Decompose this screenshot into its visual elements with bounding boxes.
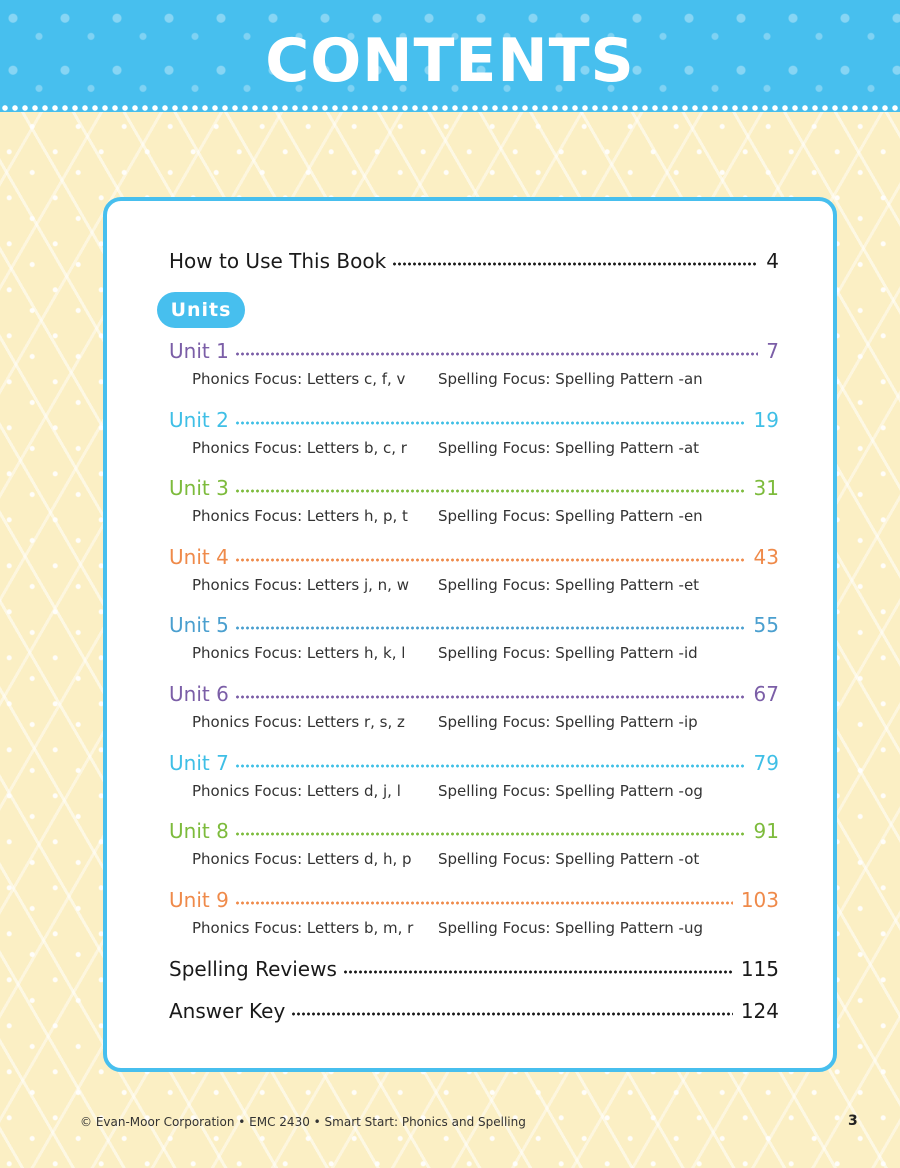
unit-label: Unit 3 — [169, 476, 229, 501]
toc-entry-unit-7[interactable] — [169, 751, 779, 781]
unit-page: 19 — [753, 407, 779, 432]
spelling-focus: Spelling Focus: Spelling Pattern -ug — [438, 918, 703, 937]
phonics-focus: Phonics Focus: Letters d, h, p — [192, 850, 412, 869]
unit-page: 55 — [753, 613, 779, 638]
toc-entry-page: 4 — [766, 249, 779, 273]
toc-entry-unit-9[interactable] — [169, 888, 779, 918]
toc-entry-unit-2[interactable] — [169, 408, 779, 438]
toc-entry-how-to-use[interactable] — [169, 249, 779, 279]
phonics-focus: Phonics Focus: Letters d, j, l — [192, 781, 401, 800]
toc-entry-unit-3[interactable] — [169, 476, 779, 506]
unit-label: Unit 9 — [169, 887, 229, 912]
unit-focus-line — [192, 644, 698, 663]
unit-label: Unit 5 — [169, 613, 229, 638]
page-number: 3 — [848, 1113, 858, 1129]
unit-focus-line — [192, 438, 700, 457]
unit-focus-line — [192, 507, 703, 526]
toc-entry-answer-key[interactable] — [169, 999, 779, 1029]
toc-entry-unit-4[interactable] — [169, 545, 779, 575]
toc-entry-unit-1[interactable] — [169, 339, 779, 369]
spelling-focus: Spelling Focus: Spelling Pattern -ot — [438, 850, 700, 869]
dot-leader — [235, 421, 746, 425]
unit-label: Unit 8 — [169, 819, 229, 844]
toc-entry-label: How to Use This Book — [169, 249, 387, 273]
spelling-focus: Spelling Focus: Spelling Pattern -at — [438, 438, 700, 457]
dot-leader — [235, 832, 746, 836]
contents-panel — [103, 197, 837, 1072]
footer-credit: © Evan-Moor Corporation • EMC 2430 • Smart Start: Phonics and Spelling — [80, 1115, 526, 1129]
phonics-focus: Phonics Focus: Letters h, p, t — [192, 507, 408, 526]
spelling-focus: Spelling Focus: Spelling Pattern -ip — [438, 713, 698, 731]
phonics-focus: Phonics Focus: Letters h, k, l — [192, 644, 406, 663]
unit-focus-line — [192, 370, 703, 388]
unit-page: 31 — [753, 476, 779, 501]
toc-entry-label: Answer Key — [169, 999, 286, 1023]
dot-leader — [235, 626, 746, 630]
dot-leader — [291, 1012, 733, 1016]
toc-entry-page: 124 — [740, 999, 779, 1023]
unit-page: 91 — [753, 819, 779, 844]
unit-page: 7 — [766, 339, 779, 363]
dot-leader — [343, 970, 733, 974]
toc-entry-page: 115 — [740, 957, 779, 981]
spelling-focus: Spelling Focus: Spelling Pattern -en — [438, 507, 703, 526]
phonics-focus: Phonics Focus: Letters b, c, r — [192, 438, 407, 457]
toc-entry-unit-5[interactable] — [169, 613, 779, 643]
dot-leader — [235, 558, 746, 562]
unit-focus-line — [192, 781, 703, 800]
page-title: CONTENTS — [265, 26, 635, 96]
unit-label: Unit 4 — [169, 544, 229, 569]
dot-leader — [392, 262, 758, 266]
header-dotted-border — [0, 104, 900, 112]
unit-focus-line — [192, 918, 703, 937]
phonics-focus: Phonics Focus: Letters b, m, r — [192, 918, 414, 937]
spelling-focus: Spelling Focus: Spelling Pattern -id — [438, 644, 698, 663]
unit-label: Unit 2 — [169, 407, 229, 432]
phonics-focus: Phonics Focus: Letters j, n, w — [192, 575, 409, 594]
unit-label: Unit 1 — [169, 339, 229, 363]
header-banner — [0, 0, 900, 112]
unit-page: 43 — [753, 544, 779, 569]
unit-label: Unit 6 — [169, 682, 229, 706]
toc-entry-unit-6[interactable] — [169, 682, 779, 712]
unit-page: 103 — [740, 887, 779, 912]
dot-leader — [235, 489, 746, 493]
spelling-focus: Spelling Focus: Spelling Pattern -og — [438, 781, 703, 800]
dot-leader — [235, 695, 746, 699]
toc-entry-unit-8[interactable] — [169, 819, 779, 849]
spelling-focus: Spelling Focus: Spelling Pattern -an — [438, 370, 703, 388]
unit-label: Unit 7 — [169, 750, 229, 775]
dot-leader — [235, 352, 758, 356]
unit-page: 79 — [753, 750, 779, 775]
dot-leader — [235, 901, 733, 905]
unit-focus-line — [192, 575, 700, 594]
unit-focus-line — [192, 850, 700, 869]
phonics-focus: Phonics Focus: Letters r, s, z — [192, 713, 405, 731]
units-heading-badge: Units — [157, 292, 245, 328]
unit-focus-line — [192, 713, 698, 731]
toc-entry-spelling-reviews[interactable] — [169, 957, 779, 987]
phonics-focus: Phonics Focus: Letters c, f, v — [192, 370, 406, 388]
toc-entry-label: Spelling Reviews — [169, 957, 337, 981]
unit-page: 67 — [753, 682, 779, 706]
spelling-focus: Spelling Focus: Spelling Pattern -et — [438, 575, 700, 594]
dot-leader — [235, 764, 746, 768]
